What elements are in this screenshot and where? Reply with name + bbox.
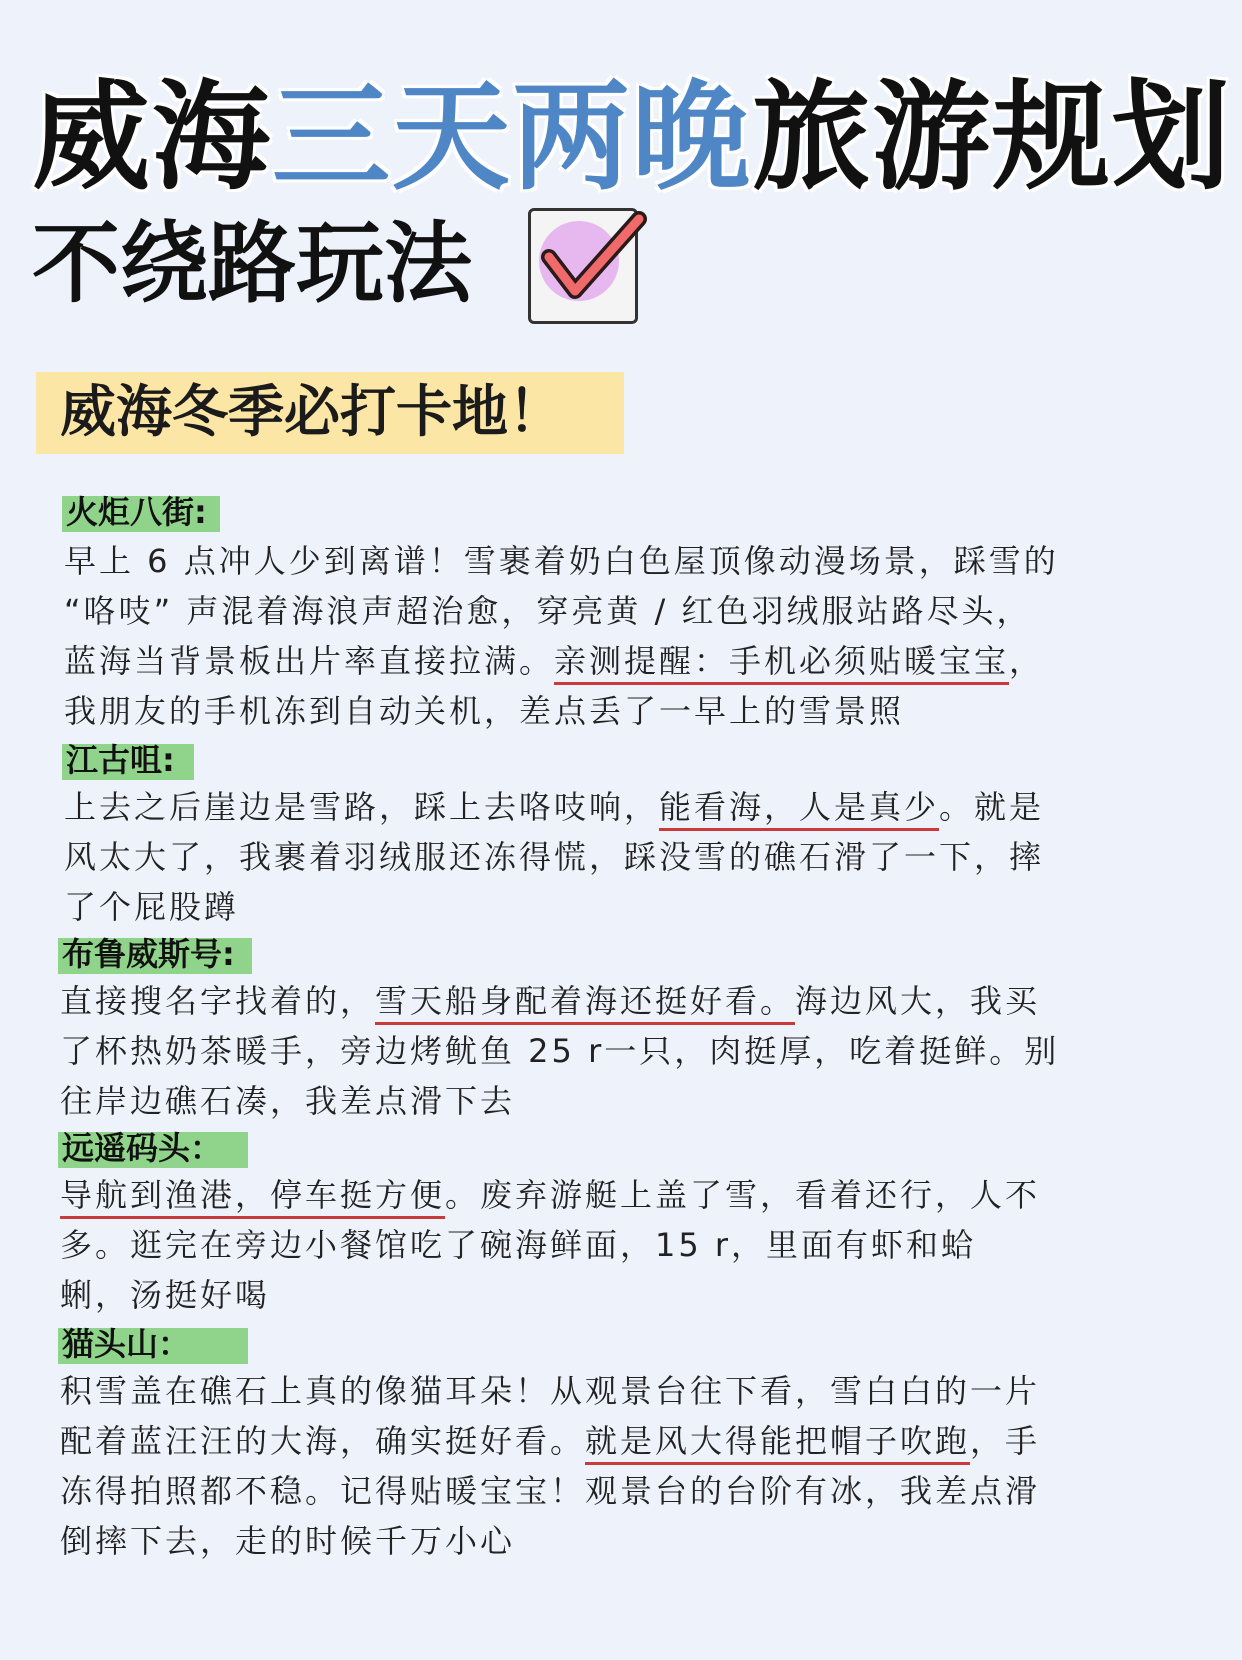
body-line: 了个屁股蹲: [64, 888, 240, 926]
text-segment: 。废弃游艇上盖了雪，看着还行，人不: [445, 1176, 1041, 1214]
entry-body-bruweisi: [60, 976, 1190, 1126]
body-line: 多。逛完在旁边小餐馆吃了碗海鲜面，15 r，里面有虾和蛤: [60, 1226, 977, 1264]
entry-title-huoju: 火炬八街:: [66, 493, 207, 531]
body-line: 积雪盖在礁石上真的像猫耳朵！从观景台往下看，雪白白的一片: [60, 1372, 1041, 1410]
check-mark-icon: [528, 208, 638, 324]
body-line: 蜊，汤挺好喝: [60, 1276, 271, 1314]
underlined-text: 就是风大得能把帽子吹跑: [585, 1422, 970, 1465]
body-line: 我朋友的手机冻到自动关机，差点丢了一早上的雪景照: [64, 692, 905, 730]
text-segment: 。就是: [939, 788, 1045, 826]
body-line: [60, 1170, 1190, 1220]
entry-title-maotou: 猫头山：: [62, 1325, 191, 1363]
title-part1: 威海: [32, 68, 273, 206]
body-line: “咯吱” 声混着海浪声超治愈，穿亮黄 / 红色羽绒服站路尽头，: [64, 592, 1032, 630]
underlined-text: 导航到渔港，停车挺方便: [60, 1176, 445, 1219]
text-segment: 直接搜名字找着的，: [60, 982, 376, 1020]
page-title: [32, 68, 1233, 206]
underlined-text: 亲测提醒：手机必须贴暖宝宝: [554, 642, 1009, 685]
page-subtitle: 不绕路玩法: [32, 212, 473, 315]
body-line: 倒摔下去，走的时候千万小心: [60, 1522, 516, 1560]
text-segment: ，手: [970, 1422, 1041, 1460]
text-segment: 配着蓝汪汪的大海，确实挺好看。: [60, 1422, 586, 1460]
body-line: 了杯热奶茶暖手，旁边烤鱿鱼 25 r一只，肉挺厚，吃着挺鲜。别: [60, 1032, 1060, 1070]
title-part2: 旅游规划: [752, 68, 1233, 206]
entry-body-huoju: [64, 536, 1194, 736]
entry-body-jianggu: [64, 782, 1194, 932]
entry-body-yuanyao: [60, 1170, 1190, 1320]
section-heading: 威海冬季必打卡地！: [60, 380, 564, 445]
body-line: [64, 782, 1194, 832]
body-line: 冻得拍照都不稳。记得贴暖宝宝！观景台的台阶有冰，我差点滑: [60, 1472, 1041, 1510]
body-line: [60, 1416, 1190, 1466]
entry-title-bruweisi: 布鲁威斯号:: [62, 935, 235, 973]
text-segment: 蓝海当背景板出片率直接拉满。: [64, 642, 555, 680]
body-line: 早上 6 点冲人少到离谱！雪裹着奶白色屋顶像动漫场景，踩雪的: [64, 542, 1059, 580]
text-segment: 海边风大，我买: [795, 982, 1041, 1020]
title-accent: 三天两晚: [272, 68, 753, 206]
underlined-text: 雪天船身配着海还挺好看。: [375, 982, 795, 1025]
body-line: [60, 976, 1190, 1026]
section-banner: [36, 372, 624, 454]
body-line: 往岸边礁石凑，我差点滑下去: [60, 1082, 516, 1120]
body-line: [64, 636, 1194, 686]
underlined-text: 能看海，人是真少: [659, 788, 939, 831]
entry-title-jianggu: 江古咀:: [66, 741, 175, 779]
entry-body-maotou: [60, 1366, 1190, 1566]
body-line: 风太大了，我裹着羽绒服还冻得慌，踩没雪的礁石滑了一下，摔: [64, 838, 1045, 876]
entry-title-yuanyao: 远遥码头：: [62, 1129, 223, 1167]
text-segment: 上去之后崖边是雪路，踩上去咯吱响，: [64, 788, 660, 826]
text-segment: ，: [1009, 642, 1045, 680]
